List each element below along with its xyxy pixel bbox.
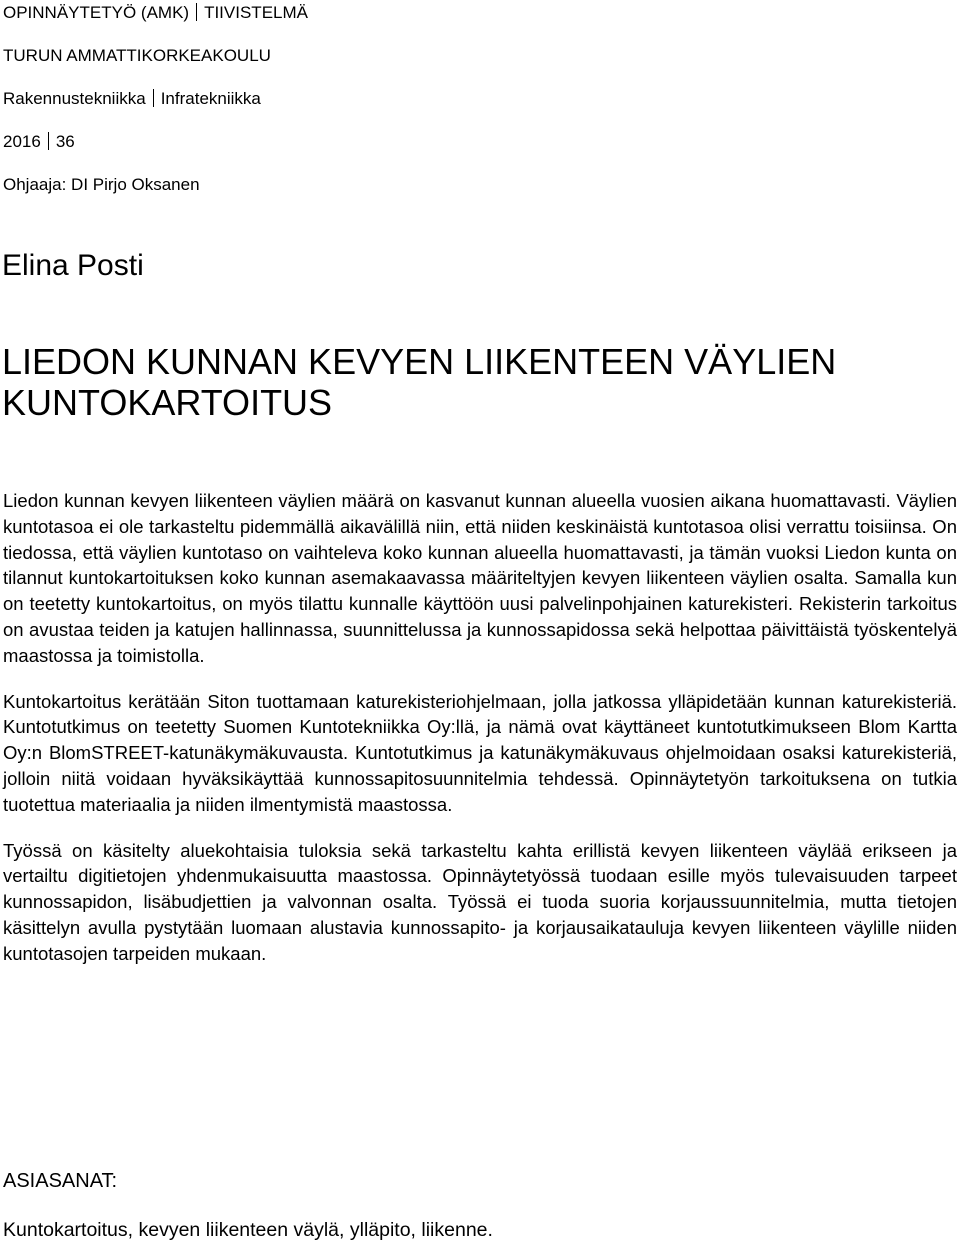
institution: TURUN AMMATTIKORKEAKOULU: [3, 46, 271, 65]
abstract-paragraph: Liedon kunnan kevyen liikenteen väylien määrä on kasvanut kunnan alueella vuosien aikana huomattavasti. Väylien kuntotasoa ei ole tarkasteltu pidemmällä aikavälillä niin, että niiden keskinäistä kuntotasoa olisi verrattu toisiinsa. On tiedossa, että väylien kuntotaso on vaihteleva koko kunnan alueella huomattavasti, ja tämän vuoksi Liedon kunta on tilannut kuntokartoituksen koko kunnan asemakaavassa määriteltyjen kevyen liikenteen väylien osalta. Samalla kun on teetetty kuntokartoitus, on myös tilattu kunnalle käyttöön uusi palvelinpohjainen katurekisteri. Rekisterin tarkoitus on avustaa teiden ja katujen hallinnassa, suunnittelussa ja kunnossapidossa sekä helpottaa päivittäistä työskentelyä maastossa ja toimistolla.: [3, 490, 957, 666]
thesis-type: OPINNÄYTETYÖ (AMK): [3, 3, 190, 22]
specialisation: Infratekniikka: [160, 89, 261, 108]
title-line: LIEDON KUNNAN KEVYEN LIIKENTEEN VÄYLIEN: [2, 341, 837, 382]
thesis-type-line: [3, 3, 308, 23]
abstract-paragraph: Työssä on käsitelty aluekohtaisia tuloksia sekä tarkasteltu kahta erillistä kevyen liikenteen väylää erikseen ja vertailtu digitietojen yhdenmukaisuutta maastossa. Opinnäytetyössä tuodaan esille myös tulevaisuuden tarpeet kunnossapidon, lisäbudjettien ja valvonnan osalta. Työssä ei tuoda suoria korjaussuunnitelmia, mutta tietojen käsittelyn avulla pystytään luomaan alustavia kunnossapito- ja korjausaikatauluja kevyen liikenteen väylille niiden kuntotasojen tarpeiden mukaan.: [3, 839, 957, 964]
abstract-body: [3, 488, 957, 987]
separator: [196, 3, 197, 21]
year-pages-line: [3, 132, 75, 152]
title-line: KUNTOKARTOITUS: [2, 382, 333, 423]
page-count: 36: [55, 132, 75, 151]
year: 2016: [3, 132, 41, 151]
author-name: Elina Posti: [2, 249, 144, 282]
keywords: Kuntokartoitus, kevyen liikenteen väylä, ylläpito, liikenne.: [3, 1219, 493, 1241]
thesis-title: [2, 341, 952, 423]
separator: [48, 132, 49, 150]
document-type: TIIVISTELMÄ: [204, 3, 308, 22]
supervisor: Ohjaaja: DI Pirjo Oksanen: [3, 175, 200, 194]
degree-programme: Rakennustekniikka: [3, 89, 146, 108]
abstract-paragraph: Kuntokartoitus kerätään Siton tuottamaan katurekisteriohjelmaan, jolla jatkossa ylläpidetään kunnan katurekisteriä. Kuntotutkimus on teetetty Suomen Kuntotekniikka Oy:llä, ja nämä ovat käyttäneet kuntotutkimukseen Blom Kartta Oy:n BlomSTREET-katunäkymäkuvausta. Kuntotutkimus ja katunäkymäkuvaus ohjelmoidaan osaksi katurekisteriä, jolloin niitä voidaan hyväksikäyttää kunnossapitosuunnitelmia tehdessä. Opinnäytetyön tarkoituksena on tutkia tuotettua materiaalia ja niiden ilmentymistä maastossa.: [3, 690, 957, 815]
separator: [153, 89, 154, 107]
programme-line: [3, 89, 261, 109]
keywords-label: ASIASANAT:: [3, 1170, 118, 1192]
